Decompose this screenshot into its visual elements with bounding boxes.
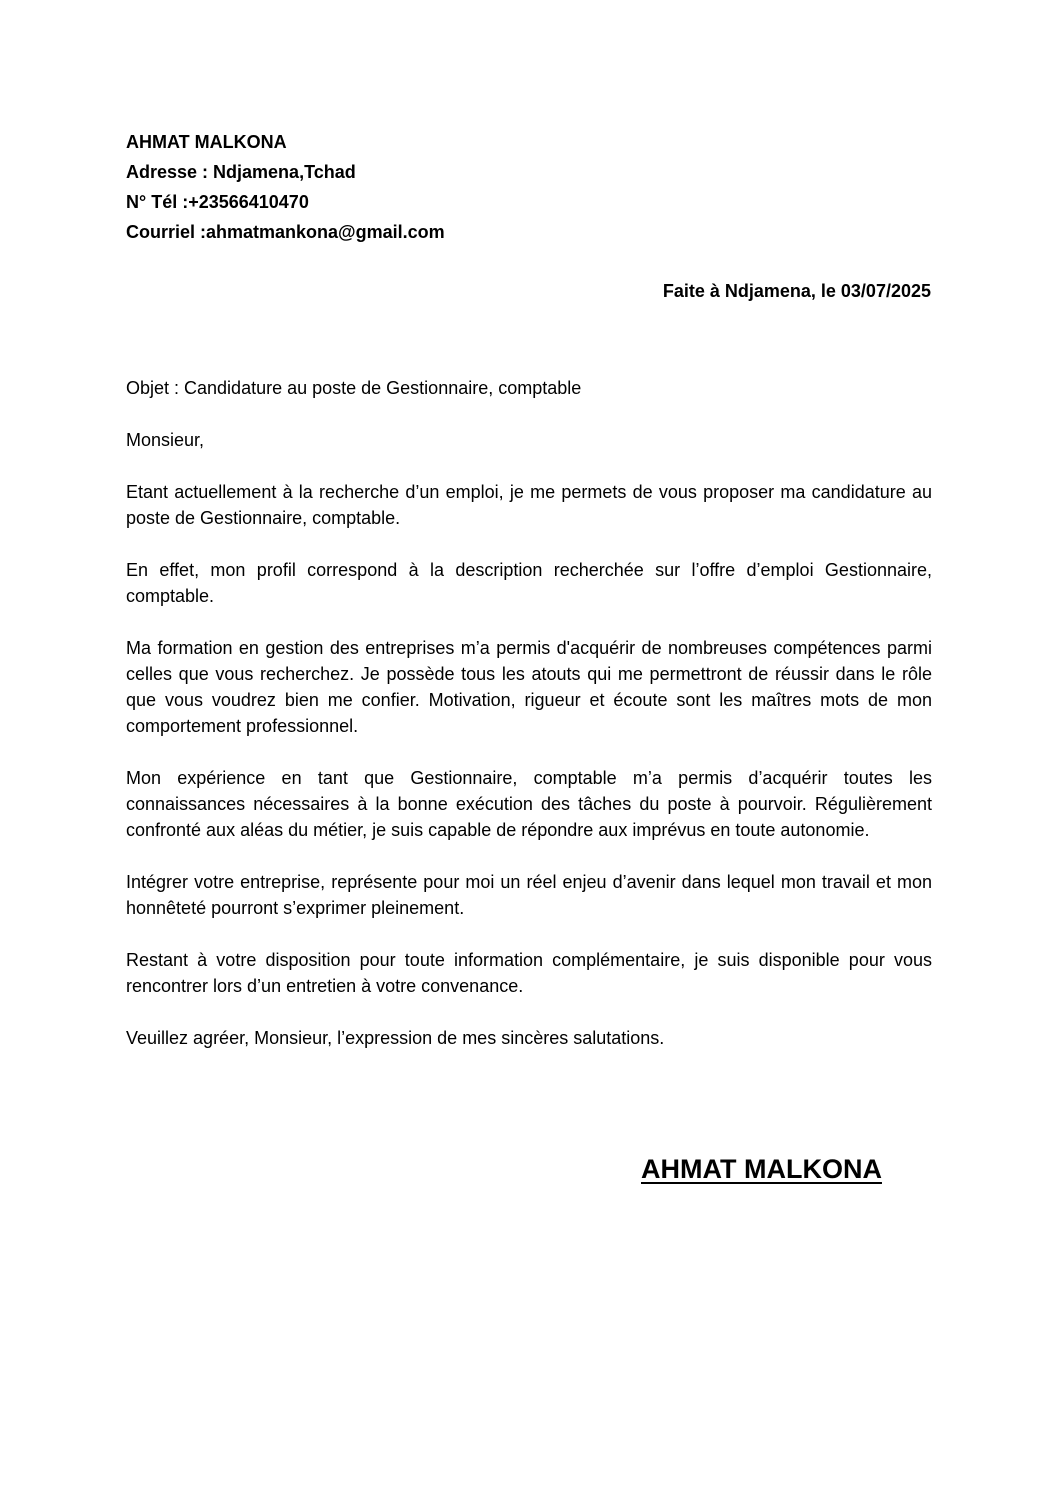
letter-paragraph: En effet, mon profil correspond à la description recherchée sur l’offre d’emploi Gestionnaire, comptable.	[126, 560, 932, 606]
sender-phone: N° Tél :+23566410470	[126, 192, 309, 212]
sender-block	[126, 127, 726, 247]
letter-closing: Veuillez agréer, Monsieur, l’expression de mes sincères salutations.	[126, 1028, 665, 1048]
sender-address: Adresse : Ndjamena,Tchad	[126, 162, 356, 182]
date-place-line: Faite à Ndjamena, le 03/07/2025	[662, 281, 931, 301]
letter-paragraph: Mon expérience en tant que Gestionnaire, comptable m’a permis d’acquérir toutes les connaissances nécessaires à la bonne exécution des tâches du poste à pourvoir. Régulièrement confronté aux aléas du métier, je suis capable de répondre aux imprévus en toute autonomie.	[126, 768, 932, 840]
letter-paragraph: Restant à votre disposition pour toute information complémentaire, je suis disponible pour vous rencontrer lors d’un entretien à votre convenance.	[126, 950, 932, 996]
signature-name: AHMAT MALKONA	[641, 1154, 882, 1184]
letter-subject: Objet : Candidature au poste de Gestionnaire, comptable	[126, 378, 582, 398]
letter-salutation: Monsieur,	[126, 430, 205, 450]
letter-paragraph: Intégrer votre entreprise, représente pour moi un réel enjeu d’avenir dans lequel mon travail et mon honnêteté pourront s’exprimer pleinement.	[126, 872, 932, 918]
sender-email: Courriel :ahmatmankona@gmail.com	[126, 222, 445, 242]
letter-paragraph: Etant actuellement à la recherche d’un emploi, je me permets de vous proposer ma candidature au poste de Gestionnaire, comptable.	[126, 482, 932, 528]
letter-paragraph: Ma formation en gestion des entreprises m’a permis d'acquérir de nombreuses compétences parmi celles que vous recherchez. Je possède tous les atouts qui me permettront de réussir dans le rôle que vous voudrez bien me confier. Motivation, rigueur et écoute sont les maîtres mots de mon comportement professionnel.	[126, 638, 932, 736]
sender-name: AHMAT MALKONA	[126, 132, 287, 152]
letter-body	[126, 375, 932, 1051]
